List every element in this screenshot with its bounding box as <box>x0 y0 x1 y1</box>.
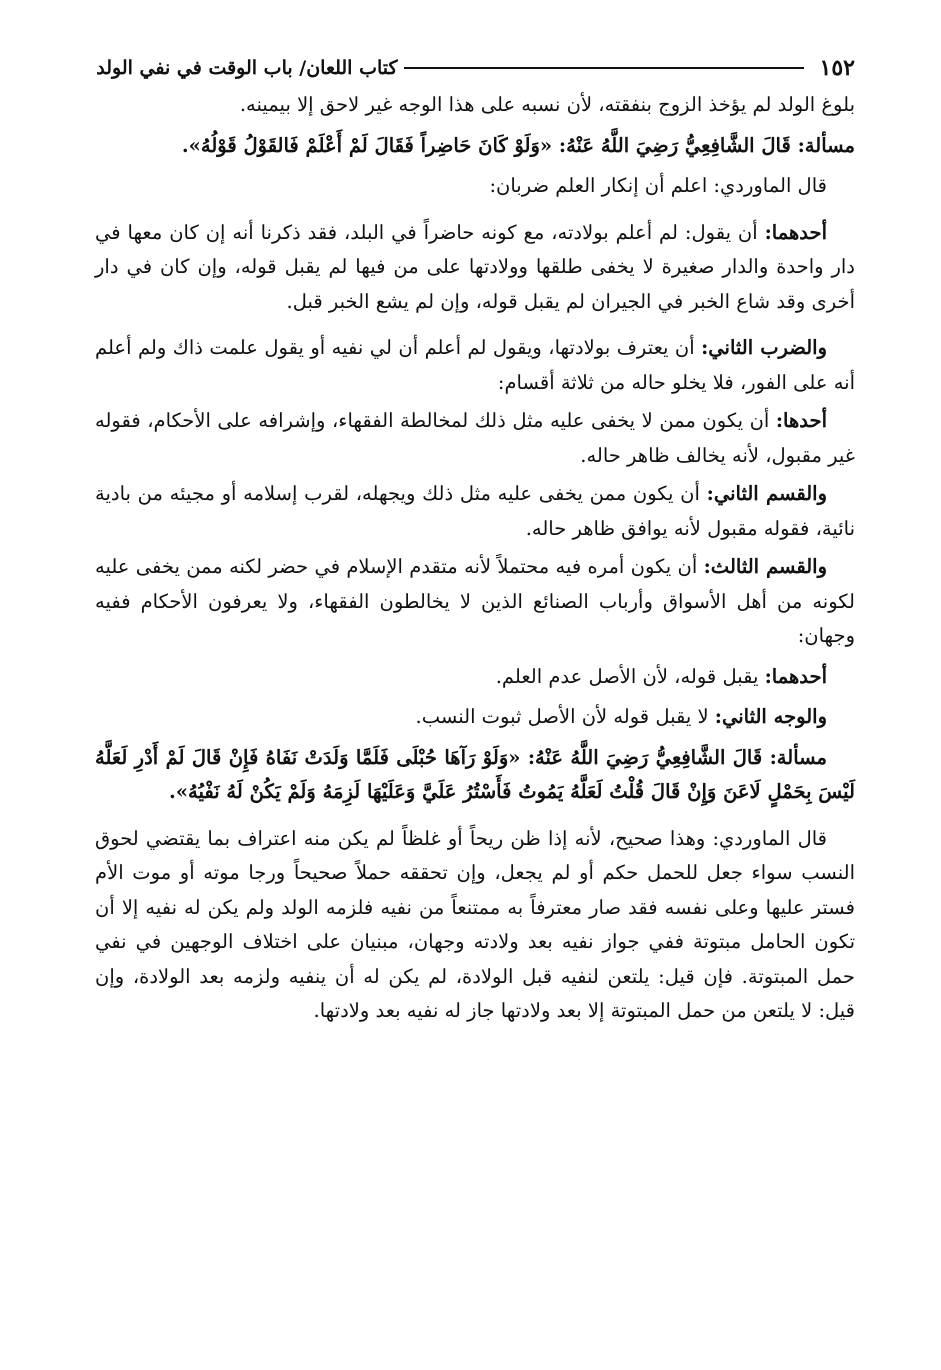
paragraph-text: أن يكون أمره فيه محتملاً لأنه متقدم الإسلام في حضر لكنه ممن يخفى عليه لكونه من أهل الأسواق وأرباب الصنائع الذين لا يخالطون الفقهاء، ولا يعرفون الأحكام ففيه وجهان: <box>95 555 855 647</box>
paragraph-text: رَضِيَ اللَّهُ عَنْهُ: «وَلَوْ رَآهَا حُبْلَى فَلَمَّا وَلَدَتْ نَفَاهُ فَإِنْ قَالَ لَمْ أَدْرِ لَعَلَّهُ لَيْسَ بِحَمْلٍ لَاعَنَ وَإِنْ قَالَ قُلْتُ لَعَلَّهُ يَمُوتُ فَأَسْتُرُ عَلَيَّ وَعَلَيْهَا لَزِمَهُ وَلَمْ يَكُنْ لَهُ نَفْيُهُ». <box>95 745 855 803</box>
paragraph-division-3 <box>95 550 855 654</box>
paragraph-lead: أحدها: <box>775 409 827 432</box>
paragraph-text: لا يقبل قوله لأن الأصل ثبوت النسب. <box>415 705 715 728</box>
paragraph-lead: أحدهما: <box>764 664 827 688</box>
paragraph-text: بلوغ الولد لم يؤخذ الزوج بنفقته، لأن نسبه على هذا الوجه غير لاحق إلا بيمينه. <box>239 93 855 116</box>
paragraph-aspect-2 <box>95 700 855 735</box>
paragraph-masala-1 <box>95 129 855 164</box>
paragraph-first-kind <box>95 216 855 320</box>
paragraph-lead: والوجه الثاني: <box>714 705 827 728</box>
page-number: ١٥٢ <box>819 55 855 81</box>
paragraph-text: قال الماوردي: اعلم أن إنكار العلم ضربان: <box>489 174 827 197</box>
book-page <box>95 48 855 1033</box>
paragraph-lead: والضرب الثاني: <box>701 336 827 359</box>
paragraph-lead: أحدهما: <box>764 220 827 244</box>
paragraph-text: قال الماوردي: وهذا صحيح، لأنه إذا ظن ريحاً أو غلظاً لم يكن منه اعتراف بما يقتضي لحوق النسب سواء جعل للحمل حكم أو لم يجعل، وإن تحققه حملاً صحيحاً ورجا موته أو موت الأم فستر عليها وعلى نفسه فقد صار معترفاً به ممتنعاً من نفيه فلزمه الولد ولم يكن له نفيه إلا أن تكون الحامل مبتوتة ففي جواز نفيه بعد ولادته وجهان، مبنيان على اختلاف الوجهين في نفي حمل المبتوتة. فإن قيل: يلتعن لنفيه قبل الولادة، لم يكن له أن ينفيه ولزمه بعد الولادة، وإن قيل: لا يلتعن من حمل المبتوتة إلا بعد ولادتها جاز له نفيه بعد ولادتها. <box>95 826 855 1022</box>
paragraph-text: أن يكون ممن لا يخفى عليه مثل ذلك لمخالطة الفقهاء، وإشرافه على الأحكام، فقوله غير مقبول، لأنه يخالف ظاهر حاله. <box>95 409 855 467</box>
paragraph-text: أن يعترف بولادتها، ويقول لم أعلم أن لي نفيه أو يقول علمت ذاك ولم أعلم أنه على الفور، فلا يخلو حاله من ثلاثة أقسام: <box>95 336 855 394</box>
paragraph-lead: والقسم الثالث: <box>703 555 827 578</box>
paragraph-mawardi-2 <box>95 822 855 1029</box>
paragraph-text: أن يقول: لم أعلم بولادته، مع كونه حاضراً في البلد، فقد ذكرنا أنه إن كان معها في دار واحدة والدار صغيرة لا يخفى طلقها وولادتها على من فيها لم يقبل قوله، وإن كان في دار أخرى وقد شاع الخبر في الجيران لم يقبل قوله، وإن لم يشع الخبر قبل. <box>95 220 855 313</box>
paragraph-lead: والقسم الثاني: <box>706 482 827 505</box>
running-header <box>95 48 855 88</box>
running-title: كتاب اللعان/ باب الوقت في نفي الولد <box>96 57 398 79</box>
paragraph-second-kind <box>95 331 855 400</box>
paragraph-text: أن يكون ممن يخفى عليه مثل ذلك ويجهله، لقرب إسلامه أو مجيئه من بادية نائية، فقوله مقبول لأنه يوافق ظاهر حاله. <box>95 482 855 540</box>
header-rule <box>404 67 804 69</box>
paragraph-mawardi-1 <box>95 169 855 204</box>
paragraph-text: يقبل قوله، لأن الأصل عدم العلم. <box>495 664 765 688</box>
page-body <box>95 88 855 1029</box>
paragraph-aspect-1 <box>95 660 855 695</box>
paragraph-division-1 <box>95 404 855 473</box>
paragraph-lead: مسألة: قَالَ الشَّافِعِيُّ <box>684 133 855 157</box>
paragraph-lead: مسألة: قَالَ الشَّافِعِيُّ <box>655 745 827 769</box>
paragraph-text: رَضِيَ اللَّهُ عَنْهُ: «وَلَوْ كَانَ حَاضِراً فَقَالَ لَمْ أَعْلَمْ فَالقَوْلُ قَوْلُهُ». <box>181 133 685 157</box>
paragraph-masala-2 <box>95 741 855 810</box>
paragraph-continuation <box>95 88 855 123</box>
paragraph-division-2 <box>95 477 855 546</box>
